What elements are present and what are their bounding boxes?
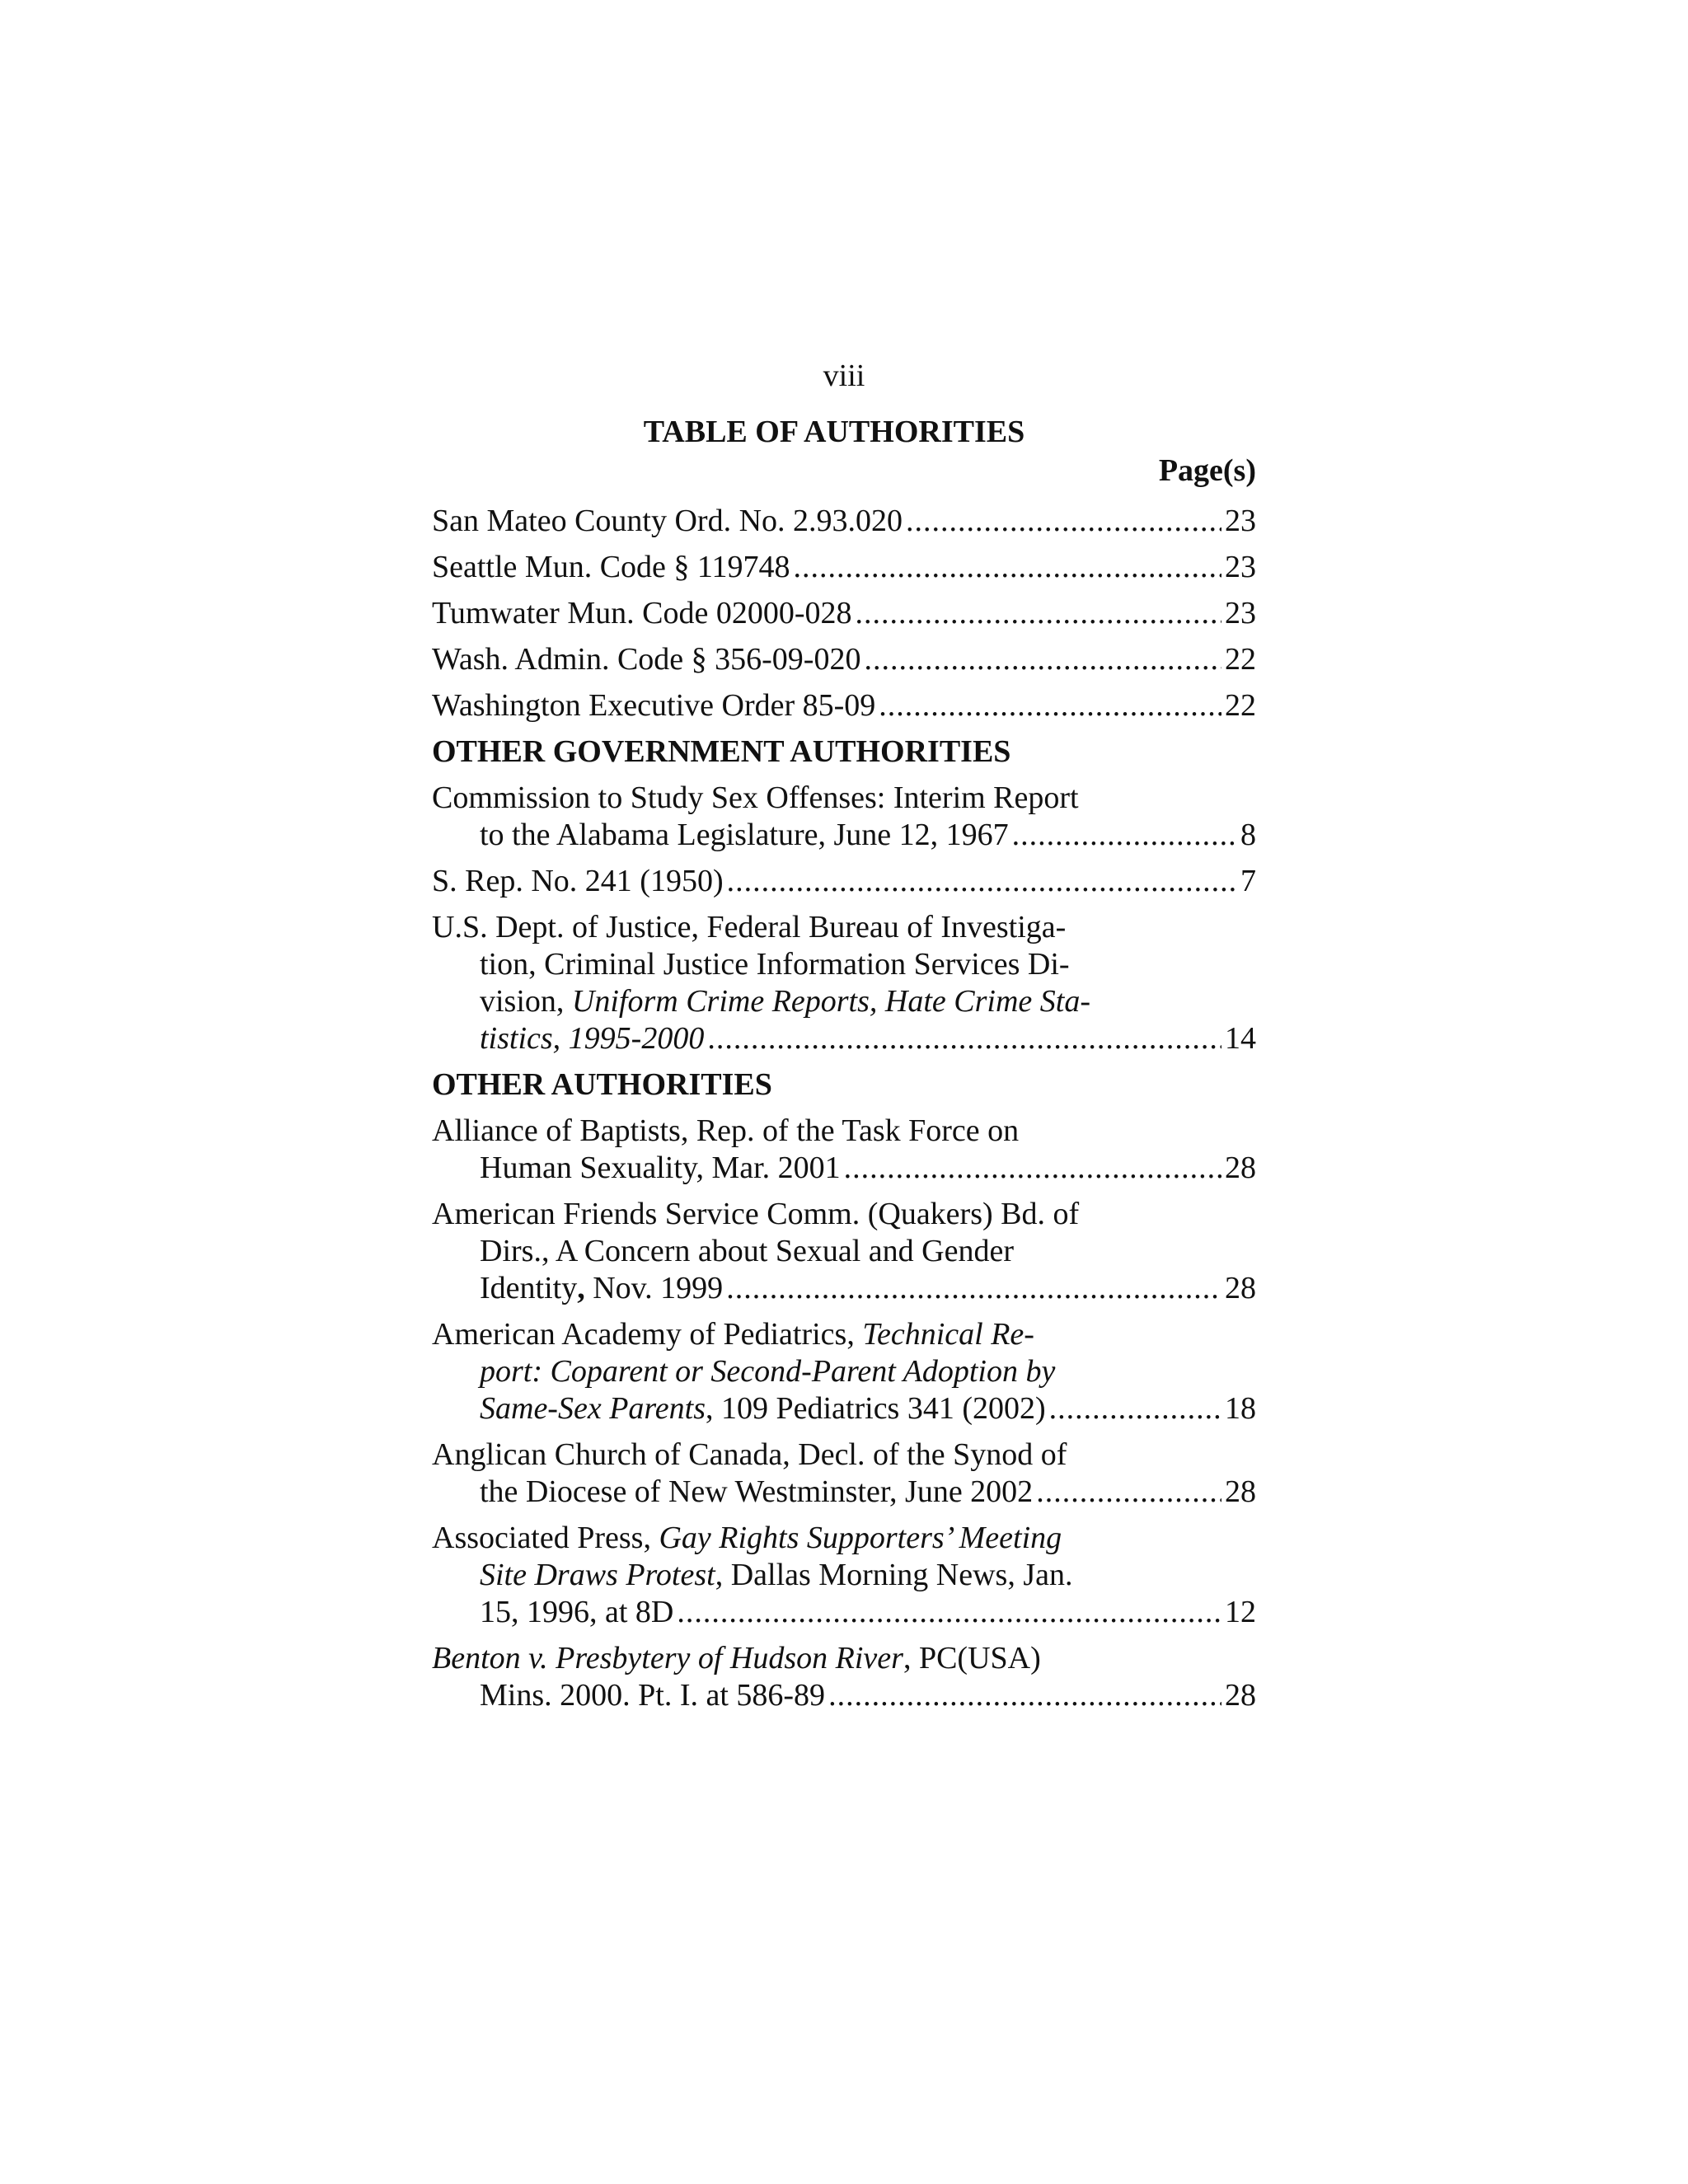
entry-bold-comma: , xyxy=(577,1271,585,1305)
page-ref: 8 xyxy=(1240,818,1256,852)
dot-leader xyxy=(727,863,1237,900)
entry-text-part: , 109 Pediatrics 341 (2002) xyxy=(706,1391,1046,1426)
entry-text: vision, xyxy=(480,984,572,1019)
toc-entry xyxy=(432,549,1256,586)
entry-line xyxy=(432,1557,1256,1594)
entry-text: Seattle Mun. Code § 119748 xyxy=(432,550,790,584)
toc-entry xyxy=(432,1640,1256,1714)
dot-leader xyxy=(677,1594,1221,1631)
entry-line: Dirs., A Concern about Sexual and Gender xyxy=(480,1234,1014,1268)
entry-line xyxy=(432,1640,1256,1677)
entry-line xyxy=(432,1316,1256,1353)
page-ref: 22 xyxy=(1225,688,1256,723)
page-ref: 23 xyxy=(1225,596,1256,630)
page-ref: 7 xyxy=(1240,864,1256,898)
entry-line: Commission to Study Sex Offenses: Interim Report xyxy=(432,780,1079,815)
entry-text-part: , PC(USA) xyxy=(903,1641,1041,1675)
entry-line: American Friends Service Comm. (Quakers) Bd. of xyxy=(432,1197,1080,1231)
entry-italic-title: Site Draws Protest xyxy=(480,1558,715,1592)
toc-entry xyxy=(432,863,1256,900)
section-heading-other: OTHER AUTHORITIES xyxy=(432,1067,772,1102)
entry-italic-title: Gay Rights Supporters’ Meeting xyxy=(659,1521,1062,1555)
toc-entry xyxy=(432,595,1256,632)
entry-italic-title: port: Coparent or Second-Parent Adoption by xyxy=(480,1354,1056,1389)
dot-leader xyxy=(906,503,1221,540)
toc-entry xyxy=(432,780,1256,854)
entry-italic-title: tistics, 1995-2000 xyxy=(480,1021,705,1056)
dot-leader xyxy=(1049,1390,1221,1427)
dot-leader xyxy=(844,1150,1221,1187)
entry-text: the Diocese of New Westminster, June 2002 xyxy=(480,1474,1034,1509)
page-number: viii xyxy=(823,359,865,393)
entry-text: Tumwater Mun. Code 02000-028 xyxy=(432,596,852,630)
entry-line xyxy=(432,983,1256,1020)
page-title: TABLE OF AUTHORITIES xyxy=(643,415,1025,449)
entry-text-part: Identity xyxy=(480,1271,578,1305)
dot-leader xyxy=(855,595,1221,632)
entry-text xyxy=(480,1390,1046,1427)
table-of-authorities xyxy=(432,503,1256,1723)
entry-text-part: , Dallas Morning News, Jan. xyxy=(715,1558,1073,1592)
toc-entry xyxy=(432,687,1256,724)
page-ref: 28 xyxy=(1225,1271,1256,1305)
page-ref: 22 xyxy=(1225,642,1256,677)
entry-line xyxy=(432,1520,1256,1557)
page-ref: 23 xyxy=(1225,504,1256,538)
dot-leader xyxy=(1036,1474,1221,1511)
dot-leader xyxy=(726,1270,1221,1307)
entry-text: Human Sexuality, Mar. 2001 xyxy=(480,1151,841,1185)
entry-text: San Mateo County Ord. No. 2.93.020 xyxy=(432,504,903,538)
toc-entry xyxy=(432,1196,1256,1307)
toc-entry xyxy=(432,1520,1256,1631)
dot-leader xyxy=(1012,817,1237,854)
entry-text: Mins. 2000. Pt. I. at 586-89 xyxy=(480,1678,826,1713)
dot-leader xyxy=(707,1020,1221,1057)
entry-line: Alliance of Baptists, Rep. of the Task Force on xyxy=(432,1113,1020,1148)
entry-line: Anglican Church of Canada, Decl. of the Synod of xyxy=(432,1437,1067,1472)
toc-entry xyxy=(432,1316,1256,1427)
toc-entry xyxy=(432,1436,1256,1511)
page-ref: 28 xyxy=(1225,1678,1256,1713)
page-ref: 12 xyxy=(1225,1595,1256,1629)
page-ref: 28 xyxy=(1225,1474,1256,1509)
entry-line xyxy=(432,1353,1256,1390)
entry-text: American Academy of Pediatrics, xyxy=(432,1317,863,1352)
page-ref: 14 xyxy=(1225,1021,1256,1056)
entry-text-part: Nov. 1999 xyxy=(584,1271,724,1305)
toc-entry xyxy=(432,503,1256,540)
pages-column-header: Page(s) xyxy=(1158,453,1256,488)
entry-italic-title: Same-Sex Parents xyxy=(480,1391,706,1426)
dot-leader xyxy=(828,1677,1221,1714)
section-heading-other-government: OTHER GOVERNMENT AUTHORITIES xyxy=(432,734,1011,769)
page-ref: 18 xyxy=(1225,1391,1256,1426)
page-ref: 28 xyxy=(1225,1151,1256,1185)
dot-leader xyxy=(864,641,1221,678)
toc-entry xyxy=(432,909,1256,1057)
entry-text: S. Rep. No. 241 (1950) xyxy=(432,864,724,898)
entry-text: 15, 1996, at 8D xyxy=(480,1595,674,1629)
dot-leader xyxy=(879,687,1221,724)
entry-text: Washington Executive Order 85-09 xyxy=(432,688,876,723)
entry-text: Associated Press, xyxy=(432,1521,659,1555)
dot-leader xyxy=(794,549,1222,586)
toc-entry xyxy=(432,1113,1256,1187)
page-ref: 23 xyxy=(1225,550,1256,584)
toc-entry xyxy=(432,641,1256,678)
entry-text: to the Alabama Legislature, June 12, 1967 xyxy=(480,818,1009,852)
entry-line: U.S. Dept. of Justice, Federal Bureau of Investiga- xyxy=(432,910,1067,944)
entry-italic-title: Benton v. Presbytery of Hudson River xyxy=(432,1641,903,1675)
entry-line: tion, Criminal Justice Information Services Di- xyxy=(480,947,1070,982)
entry-text xyxy=(480,1270,723,1307)
entry-italic-title: Uniform Crime Reports, Hate Crime Sta- xyxy=(571,984,1090,1019)
entry-italic-title: Technical Re- xyxy=(862,1317,1034,1352)
entry-text: Wash. Admin. Code § 356-09-020 xyxy=(432,642,861,677)
